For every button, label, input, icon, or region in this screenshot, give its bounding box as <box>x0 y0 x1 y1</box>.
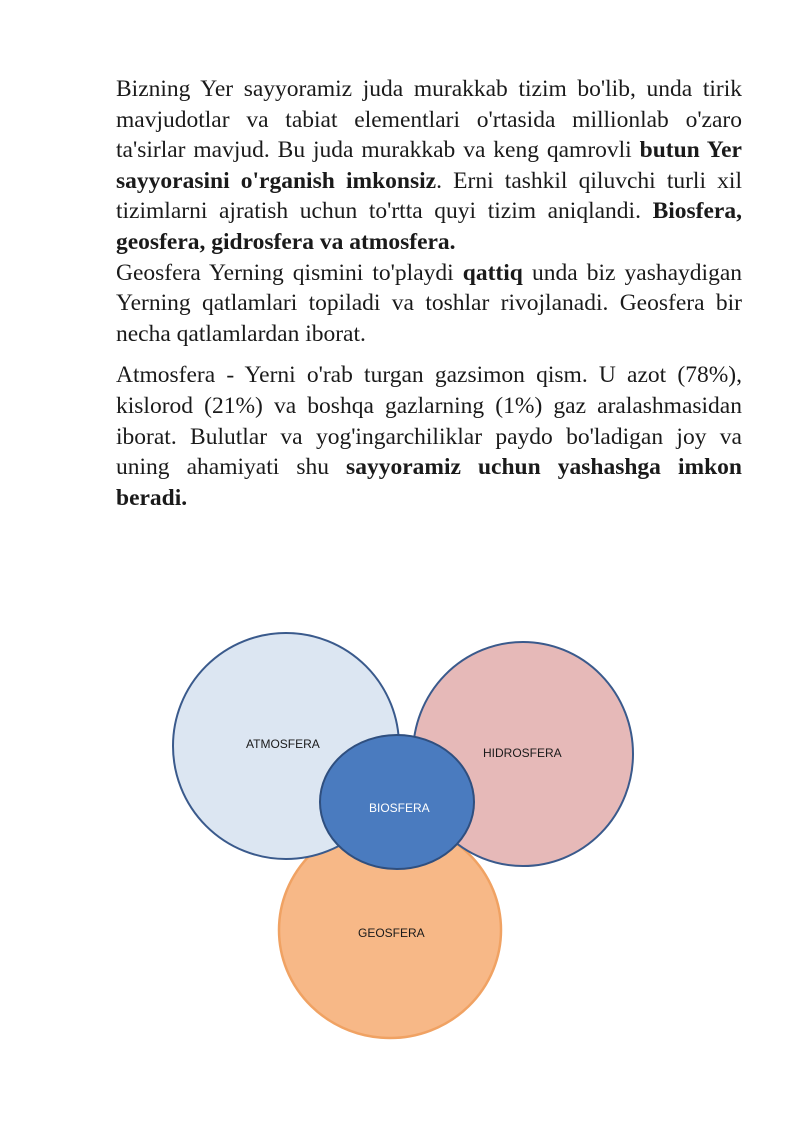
atmosfera-label: ATMOSFERA <box>246 737 320 751</box>
text-segment: unda biz yashaydigan Yerning qatlamlari topiladi va toshlar rivojlanadi. Geosfera bir necha qatlamlardan iborat. <box>116 259 743 347</box>
hidrosfera-label: HIDROSFERA <box>483 746 562 760</box>
geosfera-label: GEOSFERA <box>358 926 425 940</box>
text-segment: Atmosfera - Yerni o'rab turgan gazsimon qism. U azot (78%), kislorod (21%) va boshqa gazlarning (1%) gaz aralashmasidan iborat. Bulutlar va yog'ingarchiliklar paydo bo'ladigan joy va uning ahamiyati shu <box>116 362 742 481</box>
text-segment: butun Yer sayyorasini o'rganish imkonsiz <box>116 137 742 194</box>
biosfera-label: BIOSFERA <box>369 801 430 815</box>
text-segment: sayyoramiz uchun yashashga imkon beradi. <box>116 454 742 511</box>
text-segment: . Erni tashkil qiluvchi turli xil tizimlarni ajratish uchun to'rtta quyi tizim aniqlandi. <box>116 167 742 225</box>
text-segment: Biosfera, geosfera, gidrosfera va atmosfera. <box>116 198 742 255</box>
text-segment: Geosfera Yerning qismini to'playdi <box>116 259 463 286</box>
text-segment: Bizning Yer sayyoramiz juda murakkab tizim bo'lib, unda tirik mavjudotlar va tabiat elementlari o'rtasida millionlab o'zaro ta'sirlar mavjud. Bu juda murakkab va keng qamrovli <box>116 76 742 164</box>
text-segment: qattiq <box>462 259 523 286</box>
